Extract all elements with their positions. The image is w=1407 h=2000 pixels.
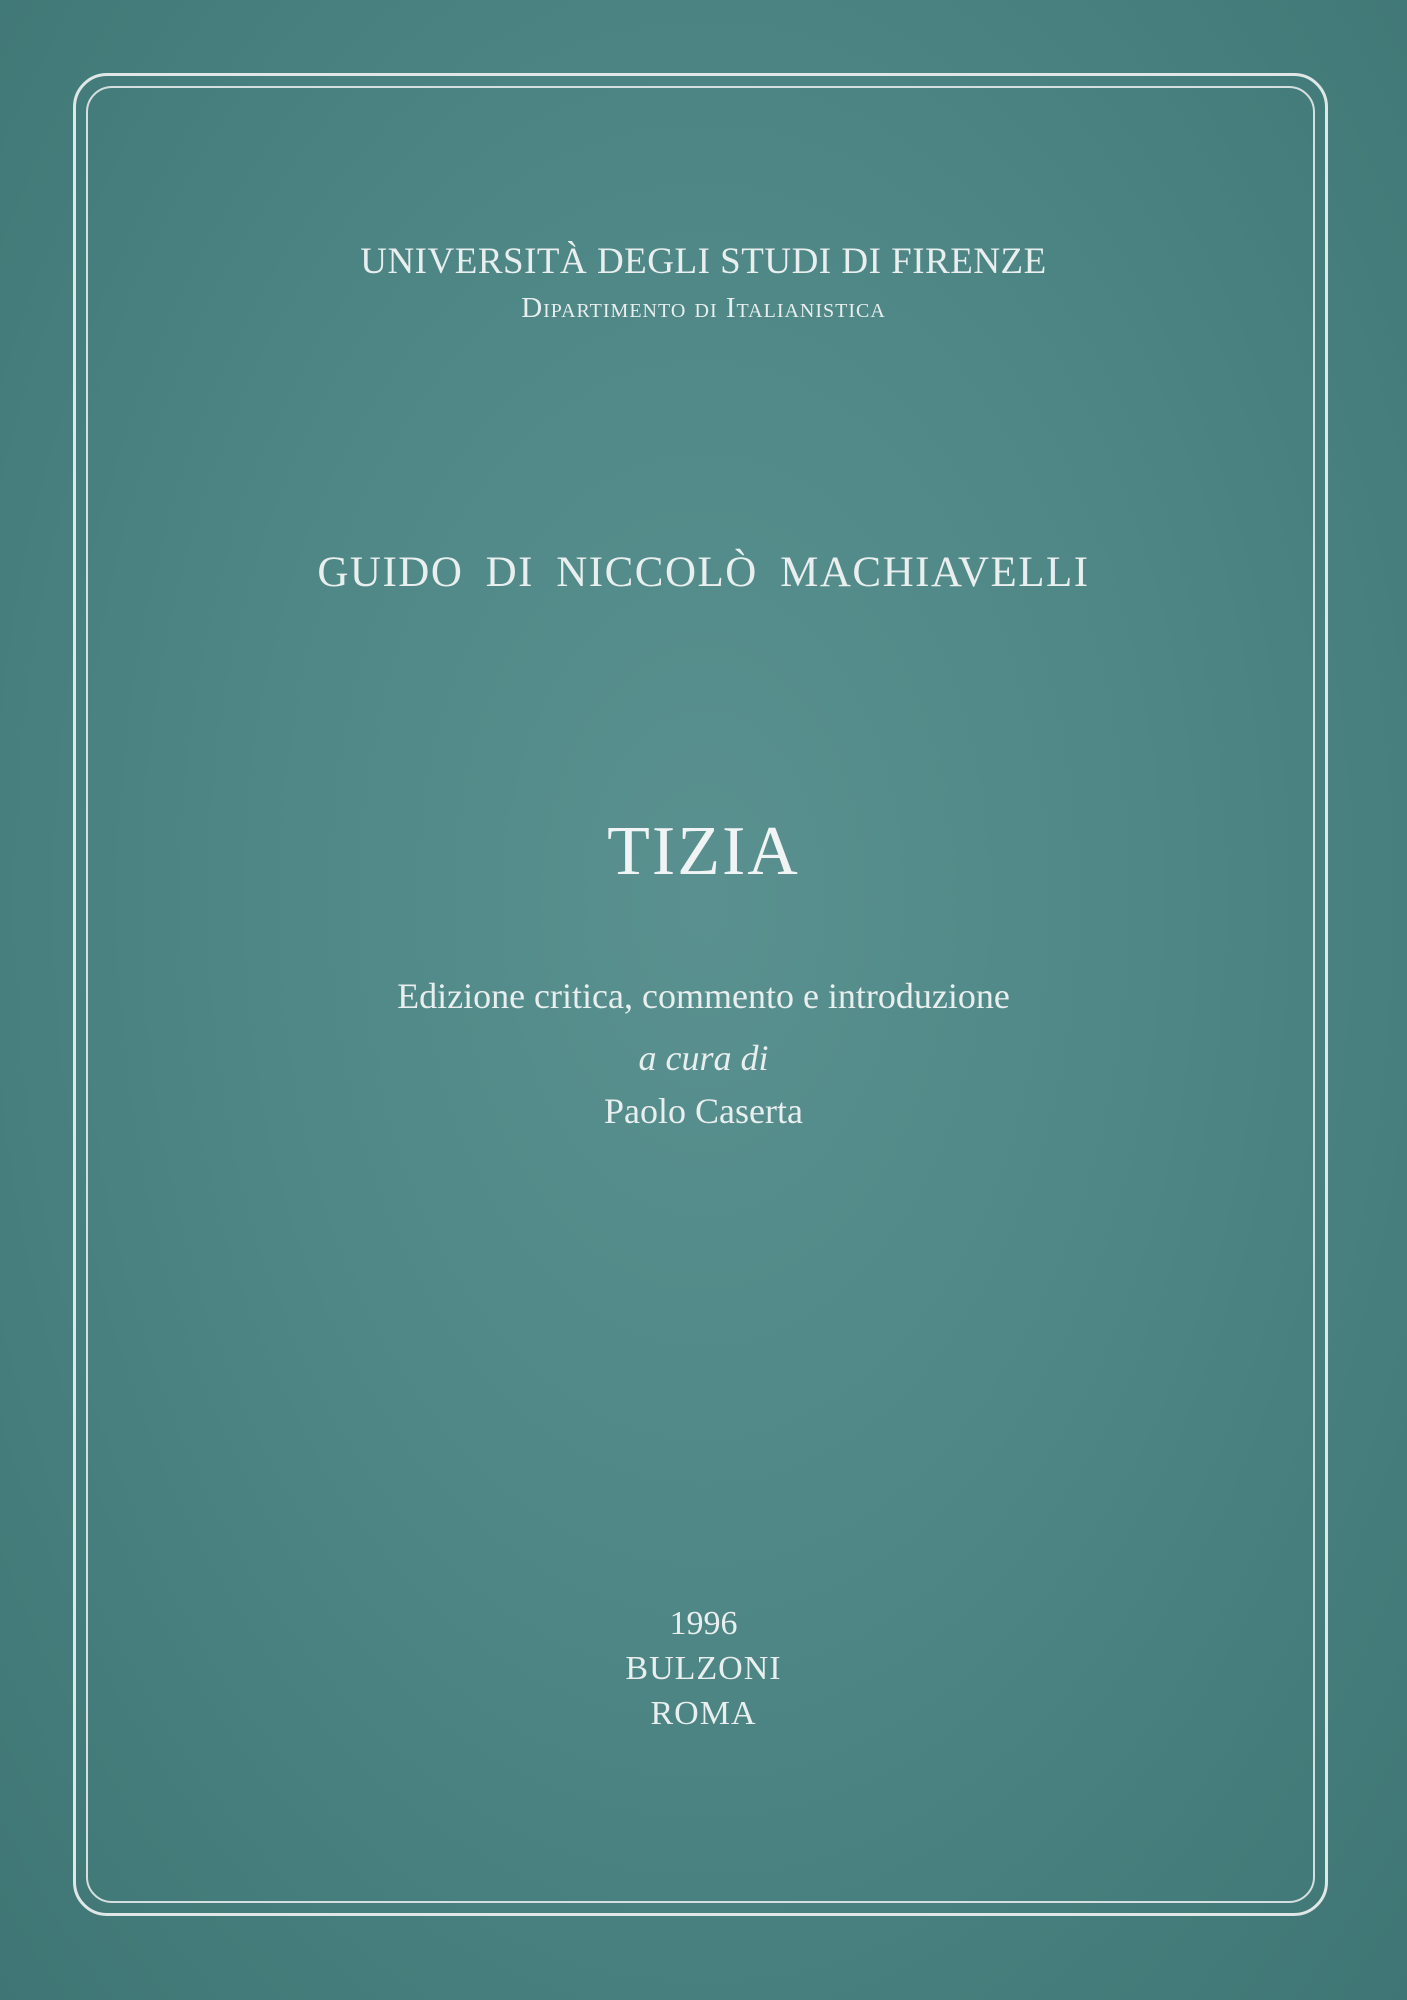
editor-name: Paolo Caserta <box>604 1091 803 1131</box>
institution-name: UNIVERSITÀ DEGLI STUDI DI FIRENZE <box>360 241 1047 282</box>
publication-year: 1996 <box>669 1605 738 1642</box>
department-name: Dipartimento di Italianistica <box>521 292 886 324</box>
author-name: GUIDO DI NICCOLÒ MACHIAVELLI <box>317 549 1090 596</box>
publication-city: ROMA <box>650 1695 757 1732</box>
book-title: TIZIA <box>607 813 800 890</box>
edition-subtitle: Edizione critica, commento e introduzione <box>397 976 1010 1016</box>
publisher-name: BULZONI <box>625 1650 782 1687</box>
edited-by-label: a cura di <box>638 1038 769 1078</box>
